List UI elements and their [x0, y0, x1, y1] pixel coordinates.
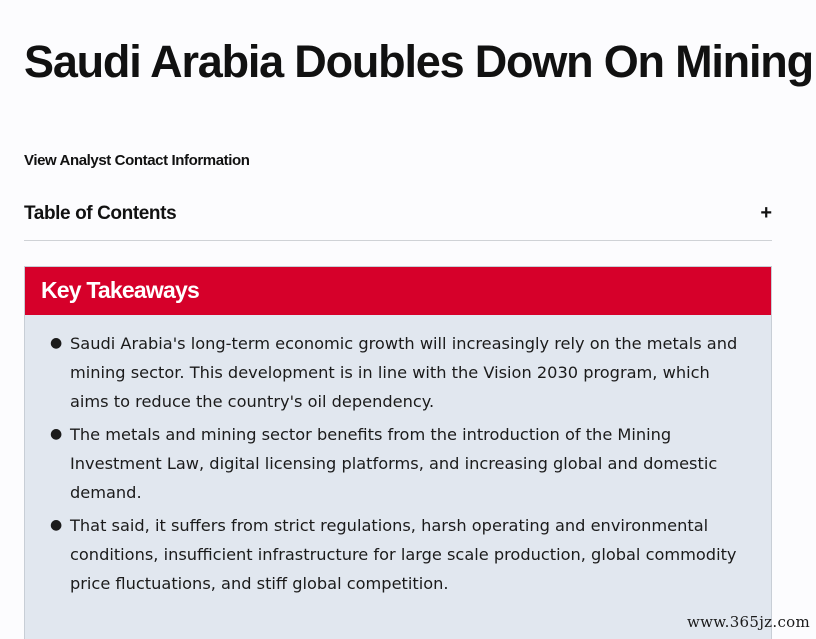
list-item-text: The metals and mining sector benefits from the introduction of the Mining Investment Law, digital licensing platforms, and increasing global and domestic demand.	[70, 425, 718, 502]
page-title: Saudi Arabia Doubles Down On Mining	[24, 36, 813, 87]
key-takeaways-title: Key Takeaways	[41, 277, 199, 303]
list-item-text: That said, it suffers from strict regulations, harsh operating and environmental conditions, insufficient infrastructure for large scale production, global commodity price fluctuations, and stiff global competition.	[70, 516, 737, 593]
key-takeaways-panel	[24, 266, 772, 639]
bullet-icon: ●	[50, 517, 63, 533]
analyst-contact-link[interactable]: View Analyst Contact Information	[24, 152, 250, 169]
table-of-contents-toggle[interactable]	[24, 196, 772, 241]
bullet-icon: ●	[50, 335, 63, 351]
list-item	[50, 329, 753, 416]
toc-label: Table of Contents	[24, 203, 177, 224]
bullet-icon: ●	[50, 426, 63, 442]
key-takeaways-header	[25, 267, 771, 315]
key-takeaways-list	[25, 329, 771, 602]
plus-icon[interactable]: +	[760, 202, 772, 224]
watermark-text: www.365jz.com	[686, 613, 810, 631]
list-item	[50, 420, 753, 507]
list-item-text: Saudi Arabia's long-term economic growth will increasingly rely on the metals and mining sector. This development is in line with the Vision 2030 program, which aims to reduce the country's oil dependency.	[70, 334, 738, 411]
list-item	[50, 511, 753, 598]
